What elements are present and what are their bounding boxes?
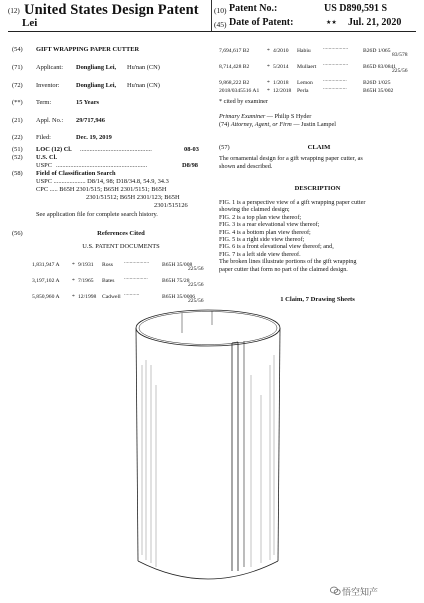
reference-row <box>219 45 419 54</box>
reference-row <box>32 275 212 284</box>
patent-type-title: United States Design Patent <box>24 2 199 18</box>
references-cited-title: References Cited <box>97 230 145 237</box>
field-search-line-2: CPC ..... B65H 2301/515; B65H 2301/5151; B65H <box>36 186 167 193</box>
primary-examiner-line <box>219 113 311 121</box>
ref-class: B65H 35/0006 <box>162 293 196 300</box>
cited-by-examiner: * cited by examiner <box>219 98 268 105</box>
code-74: (74) <box>219 121 230 128</box>
code-21: (21) <box>12 117 23 124</box>
code-45: (45) <box>214 20 227 29</box>
appl-no-label: Appl. No.: <box>36 117 64 124</box>
ref-class: B65H 35/008 <box>162 261 193 268</box>
code-54: (54) <box>12 46 23 53</box>
cylinder-right-edge <box>278 328 280 561</box>
ref-date: 5/2014 <box>273 63 289 70</box>
code-71: (71) <box>12 64 23 71</box>
header-rule <box>8 31 416 32</box>
claim-title: CLAIM <box>307 144 331 151</box>
ref-date: 12/2018 <box>273 87 292 94</box>
ref-star: * <box>267 63 270 70</box>
cylinder-left-edge <box>136 328 138 561</box>
ref-name: Ross <box>102 261 113 268</box>
ref-class: B26D 1/065 <box>363 47 391 54</box>
wechat-icon <box>330 586 341 596</box>
description-line: The broken lines illustrate portions of the gift wrapping <box>219 258 357 266</box>
reference-row <box>219 85 419 94</box>
ref-date: 9/1931 <box>78 261 94 268</box>
code-22: (22) <box>12 134 23 141</box>
code-56: (56) <box>12 230 23 237</box>
ref-star: * <box>267 47 270 54</box>
claim-text-line-2: shown and described. <box>219 163 273 170</box>
ref-date: 4/2010 <box>273 47 289 54</box>
ref-name: Mullaert <box>297 63 317 70</box>
attorney-name: — Justin Lampel <box>293 121 336 128</box>
ref-star: * <box>72 261 75 268</box>
watermark-text: 悟空知产 <box>342 588 379 598</box>
ref-date: 1/2018 <box>273 79 289 86</box>
patent-date: Jul. 21, 2020 <box>348 17 402 28</box>
patent-number: US D890,591 S <box>324 3 388 14</box>
search-history-note: See application file for complete search history. <box>36 211 158 218</box>
applicant-label: Applicant: <box>36 64 63 71</box>
date-label: Date of Patent: <box>229 17 294 28</box>
ref-star: * <box>72 277 75 284</box>
ref-dots: .................. <box>323 61 349 67</box>
description-line: FIG. 6 is a front elevational view thereof; and, <box>219 243 334 251</box>
code-12: (12) <box>8 7 20 15</box>
claim-text-line-1: The ornamental design for a gift wrapping paper cutter, as <box>219 155 363 162</box>
us-patent-documents-subtitle: U.S. PATENT DOCUMENTS <box>82 243 160 250</box>
us-cl-label: U.S. Cl. <box>36 154 57 161</box>
ref-dots: .................. <box>323 45 349 51</box>
code-57: (57) <box>219 144 230 151</box>
reference-row <box>219 61 419 70</box>
code-51: (51) <box>12 146 23 153</box>
description-line: showing the claimed design; <box>219 206 290 214</box>
loc-label: LOC (12) Cl. <box>36 146 72 153</box>
ref-number: 1,831,947 A <box>32 261 60 268</box>
reference-row <box>32 291 212 300</box>
description-line: FIG. 1 is a perspective view of a gift wrapping paper cutter <box>219 199 366 206</box>
reference-row-class-2: 225/56 <box>188 298 204 304</box>
filed-label: Filed: <box>36 134 51 141</box>
term-label: Term: <box>36 99 52 106</box>
inventor-place: Hu'nan (CN) <box>127 82 160 89</box>
code-10: (10) <box>214 6 227 15</box>
cylinder-top-inner-rim <box>139 312 277 345</box>
header-divider <box>211 0 212 31</box>
term-value: 15 Years <box>76 99 100 106</box>
ref-name: Lemon <box>297 79 313 86</box>
attorney-label: Attorney, Agent, or Firm <box>230 121 292 128</box>
ref-name: Cadwell <box>102 293 121 300</box>
uspc-value: D8/98 <box>182 162 198 169</box>
primary-examiner-name: — Philip S Hyder <box>266 113 312 120</box>
description-line: FIG. 7 is a left side view thereof. <box>219 250 301 258</box>
applicant-place: Hu'nan (CN) <box>127 64 160 71</box>
ref-dots: ................. <box>323 77 347 83</box>
appl-no-value: 29/717,946 <box>76 117 105 124</box>
ref-star: * <box>72 293 75 300</box>
ref-dots: ........... <box>124 291 140 297</box>
field-search-label: Field of Classification Search <box>36 170 116 177</box>
code-52: (52) <box>12 154 23 161</box>
claims-summary: 1 Claim, 7 Drawing Sheets <box>280 296 355 303</box>
ref-name: Perla <box>297 87 309 94</box>
ref-dots: .................. <box>124 259 150 265</box>
inventor-short-name: Lei <box>22 17 38 29</box>
description-title: DESCRIPTION <box>294 185 341 192</box>
field-search-line-3: 2301/51512; B65H 2301/123; B65H <box>86 194 180 201</box>
ref-date: 7/1965 <box>78 277 94 284</box>
ref-number: 3,197,102 A <box>32 277 60 284</box>
ref-class: B26D 1/025 <box>363 79 391 86</box>
ref-dots: ................. <box>124 275 148 281</box>
ref-number: 7,694,617 B2 <box>219 47 250 54</box>
ref-number: 9,868,222 B2 <box>219 79 250 86</box>
invention-title: GIFT WRAPPING PAPER CUTTER <box>36 46 140 53</box>
uspc-leader-dots: ......................................................... <box>56 162 148 169</box>
inventor-label: Inventor: <box>36 82 60 89</box>
patent-no-label: Patent No.: <box>229 3 278 14</box>
ref-number: 5,850,960 A <box>32 293 60 300</box>
code-72: (72) <box>12 82 23 89</box>
ref-star: * <box>267 79 270 86</box>
filed-value: Dec. 19, 2019 <box>76 134 112 141</box>
description-line: FIG. 2 is a top plan view thereof; <box>219 213 302 221</box>
loc-leader-dots: ............................................. <box>80 146 152 153</box>
description-line: FIG. 4 is a bottom plan view thereof; <box>219 228 311 236</box>
date-stars: ★★ <box>326 20 337 26</box>
reference-row-class-2: 225/56 <box>188 266 204 272</box>
description-line: FIG. 3 is a rear elevational view thereof; <box>219 221 320 229</box>
field-search-line-1: USPC .................... D8/14, 98; D18/34.8, 54.9, 34.3 <box>36 178 169 185</box>
ref-star: * <box>267 87 270 94</box>
ref-class: B65H 35/002 <box>363 87 394 94</box>
loc-value: 08-03 <box>184 146 199 153</box>
inventor-name: Dongliang Lei, <box>76 82 117 89</box>
code-term: (**) <box>12 99 23 106</box>
reference-row-class-2: 225/56 <box>392 68 408 74</box>
ref-date: 12/1998 <box>78 293 97 300</box>
ref-number: 2018/0345516 A1 <box>219 87 260 94</box>
applicant-name: Dongliang Lei, <box>76 64 117 71</box>
ref-name: Habiu <box>297 47 311 54</box>
ref-class: B65H 75/28 <box>162 277 190 284</box>
ref-class: B65D 83/0841 <box>363 63 397 70</box>
ref-number: 8,714,428 B2 <box>219 63 250 70</box>
cylinder-top-rim <box>136 310 280 346</box>
reference-row <box>32 259 212 268</box>
field-search-line-4: 2301/515126 <box>154 202 188 209</box>
reference-row-class-2: 83/578 <box>392 52 408 58</box>
description-line: FIG. 5 is a right side view thereof; <box>219 236 305 243</box>
uspc-label: USPC <box>36 162 52 169</box>
attorney-line <box>219 121 336 129</box>
description-line: paper cutter that form no part of the claimed design. <box>219 265 348 273</box>
code-58: (58) <box>12 170 23 177</box>
perspective-view-drawing <box>120 305 310 595</box>
ref-name: Bates <box>102 277 115 284</box>
cylinder-bottom-arc <box>138 561 278 579</box>
ref-dots: ................. <box>323 85 347 91</box>
reference-row-class-2: 225/56 <box>188 282 204 288</box>
primary-examiner-label: Primary Examiner <box>219 113 266 120</box>
